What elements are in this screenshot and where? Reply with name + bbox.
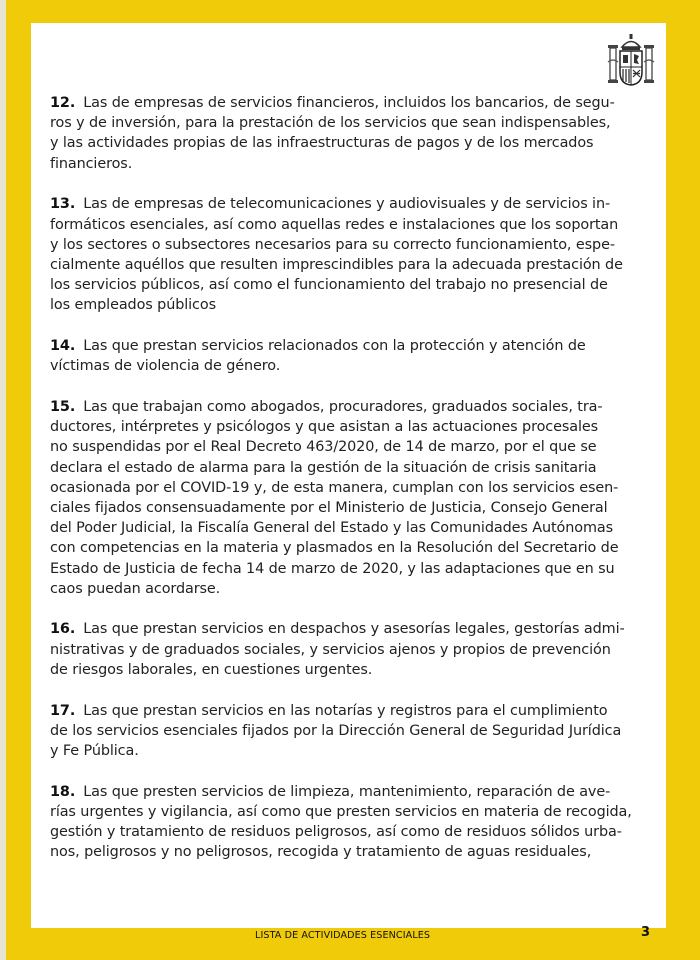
item-text: nos, peligrosos y no peligrosos, recogida y tratamiento de aguas residuales, <box>50 844 592 861</box>
item-number: 15. <box>50 398 76 415</box>
item-text: Las que trabajan como abogados, procuradores, graduados sociales, tra- <box>83 398 603 415</box>
item-first-line <box>50 619 642 639</box>
spain-coat-of-arms-icon <box>605 32 657 88</box>
item-text: y las actividades propias de las infraestructuras de pagos y de los mercados <box>50 135 594 152</box>
item-number: 13. <box>50 196 76 213</box>
item-text: Las que prestan servicios relacionados con la protección y atención de <box>83 338 586 355</box>
item-text: y Fe Pública. <box>50 742 139 759</box>
item-text: gestión y tratamiento de residuos peligrosos, así como de residuos sólidos urba- <box>50 824 622 841</box>
item-text: rías urgentes y vigilancia, así como que presten servicios en materia de recogida, <box>50 803 632 820</box>
item-first-line <box>50 701 642 721</box>
item-text: Las de empresas de servicios financieros, incluidos los bancarios, de segu- <box>83 95 615 111</box>
item-text: con competencias en la materia y plasmados en la Resolución del Secretario de <box>50 540 619 557</box>
list-item <box>50 701 642 762</box>
list-item <box>50 336 642 376</box>
item-text: de riesgos laborales, en cuestiones urgentes. <box>50 661 373 678</box>
item-text: ciales fijados consensuadamente por el Ministerio de Justicia, Consejo General <box>50 499 608 516</box>
item-text: Las de empresas de telecomunicaciones y audiovisuales y de servicios in- <box>83 196 611 213</box>
list-item <box>50 782 642 863</box>
item-text: Las que presten servicios de limpieza, mantenimiento, reparación de ave- <box>83 783 611 800</box>
item-number: 18. <box>50 783 76 800</box>
page-edge-shadow <box>0 0 6 960</box>
item-number: 12. <box>50 95 76 111</box>
list-item <box>50 194 642 315</box>
item-text: ros y de inversión, para la prestación de los servicios que sean indispensables, <box>50 115 611 132</box>
item-text: de los servicios esenciales fijados por la Dirección General de Seguridad Jurídica <box>50 722 622 739</box>
document-page <box>31 23 666 941</box>
item-text: víctimas de violencia de género. <box>50 358 281 375</box>
item-text: y los sectores o subsectores necesarios para su correcto funcionamiento, espe- <box>50 236 615 253</box>
item-first-line <box>50 782 642 802</box>
item-text: los servicios públicos, así como el funcionamiento del trabajo no presencial de <box>50 277 608 294</box>
item-text: financieros. <box>50 155 133 172</box>
item-text: Las que prestan servicios en despachos y asesorías legales, gestorías admi- <box>83 621 625 638</box>
item-text: ocasionada por el COVID-19 y, de esta manera, cumplan con los servicios esen- <box>50 479 619 496</box>
list-item <box>50 397 642 599</box>
item-text: formáticos esenciales, así como aquellas redes e instalaciones que los soportan <box>50 216 619 233</box>
page-number: 3 <box>641 925 651 940</box>
footer-document-title: LISTA DE ACTIVIDADES ESENCIALES <box>255 930 431 941</box>
item-first-line <box>50 194 642 214</box>
item-text: Estado de Justicia de fecha 14 de marzo de 2020, y las adaptaciones que en su <box>50 560 615 577</box>
essential-activities-list <box>50 93 642 883</box>
item-text: nistrativas y de graduados sociales, y servicios ajenos y propios de prevención <box>50 641 611 658</box>
item-text: ductores, intérpretes y psicólogos y que asistan a las actuaciones procesales <box>50 419 599 436</box>
item-text: cialmente aquéllos que resulten imprescindibles para la adecuada prestación de <box>50 256 623 273</box>
item-number: 14. <box>50 338 76 355</box>
item-first-line <box>50 336 642 356</box>
item-text: los empleados públicos <box>50 297 216 314</box>
list-item <box>50 93 642 174</box>
list-item <box>50 619 642 680</box>
item-text: declara el estado de alarma para la gestión de la situación de crisis sanitaria <box>50 459 597 476</box>
item-first-line <box>50 93 642 113</box>
item-number: 16. <box>50 621 76 638</box>
item-number: 17. <box>50 702 76 719</box>
item-text: no suspendidas por el Real Decreto 463/2020, de 14 de marzo, por el que se <box>50 439 597 456</box>
item-text: del Poder Judicial, la Fiscalía General del Estado y las Comunidades Autónomas <box>50 520 614 537</box>
item-text: caos puedan acordarse. <box>50 580 221 597</box>
item-first-line <box>50 397 642 417</box>
item-text: Las que prestan servicios en las notarías y registros para el cumplimiento <box>83 702 608 719</box>
